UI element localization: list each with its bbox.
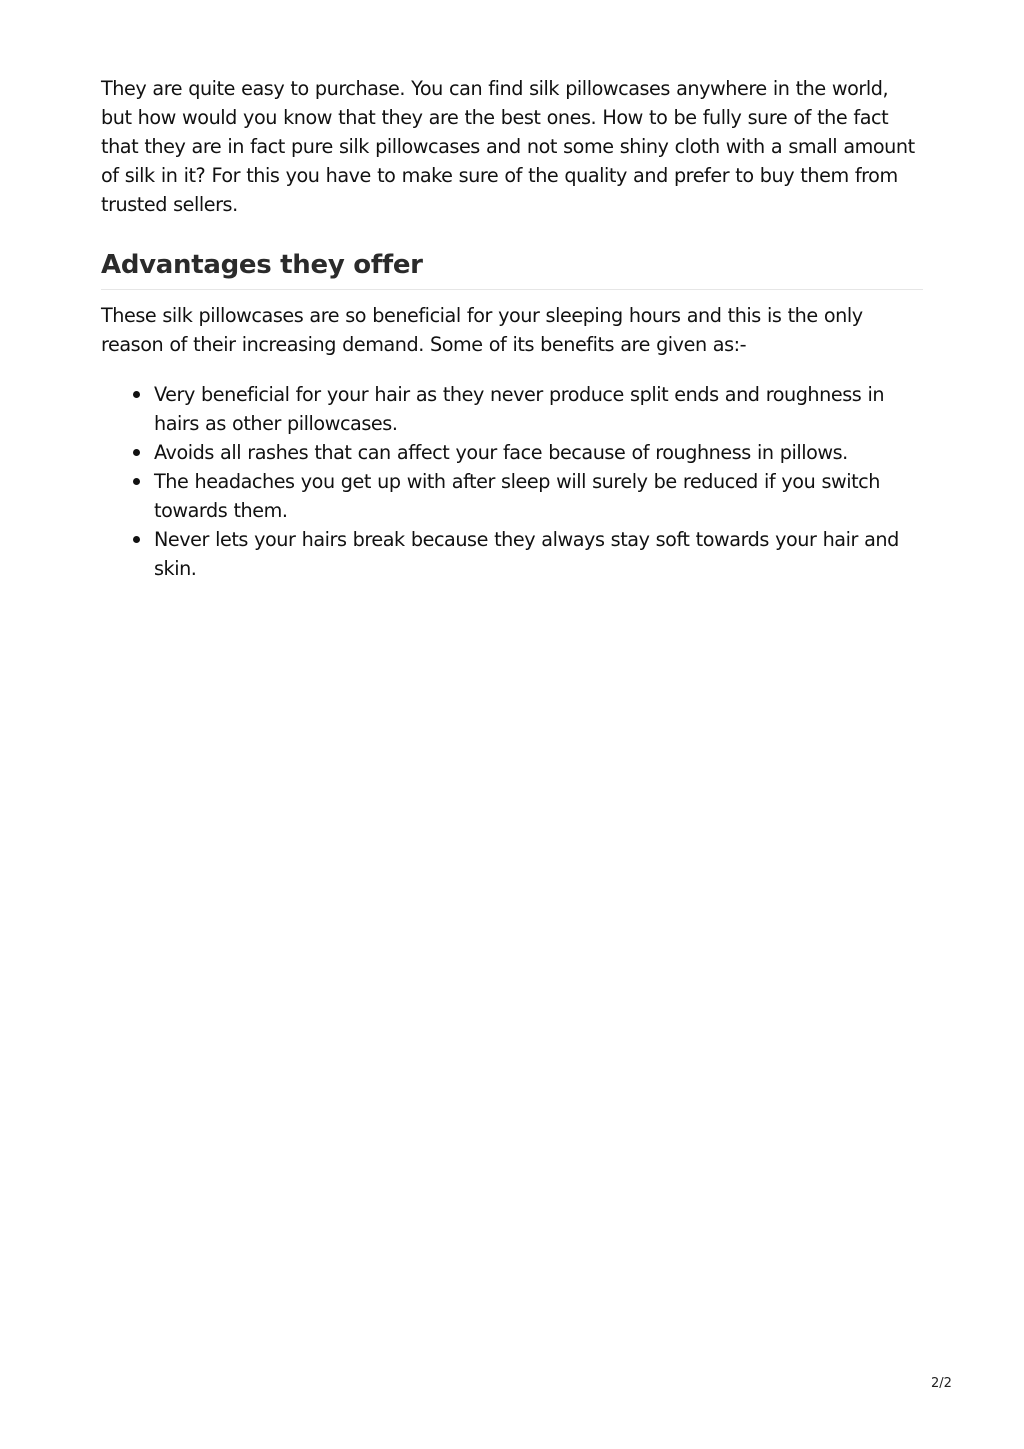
benefits-list <box>101 380 923 583</box>
list-item-text: Never lets your hairs break because they always stay soft towards your hair and skin. <box>154 528 899 580</box>
bullet-icon <box>133 449 140 456</box>
document-body <box>101 74 923 583</box>
list-item-text: Very beneficial for your hair as they never produce split ends and roughness in hairs as other pillowcases. <box>154 383 885 435</box>
bullet-icon <box>133 536 140 543</box>
list-item <box>154 380 923 438</box>
list-item <box>154 467 923 525</box>
list-item <box>154 438 923 467</box>
list-item <box>154 525 923 583</box>
list-item-text: The headaches you get up with after sleep will surely be reduced if you switch towards them. <box>154 470 880 522</box>
page-number: 2/2 <box>931 1376 952 1391</box>
list-item-text: Avoids all rashes that can affect your face because of roughness in pillows. <box>154 441 848 464</box>
section-heading: Advantages they offer <box>101 247 923 290</box>
intro-paragraph: They are quite easy to purchase. You can find silk pillowcases anywhere in the world, but how would you know that they are the best ones. How to be fully sure of the fact that they are in fact pure silk pillowcases and not some shiny cloth with a small amount of silk in it? For this you have to make sure of the quality and prefer to buy them from trusted sellers. <box>101 77 915 216</box>
bullet-icon <box>133 478 140 485</box>
benefits-intro-paragraph: These silk pillowcases are so beneficial for your sleeping hours and this is the only reason of their increasing demand. Some of its benefits are given as:- <box>101 304 863 356</box>
bullet-icon <box>133 391 140 398</box>
